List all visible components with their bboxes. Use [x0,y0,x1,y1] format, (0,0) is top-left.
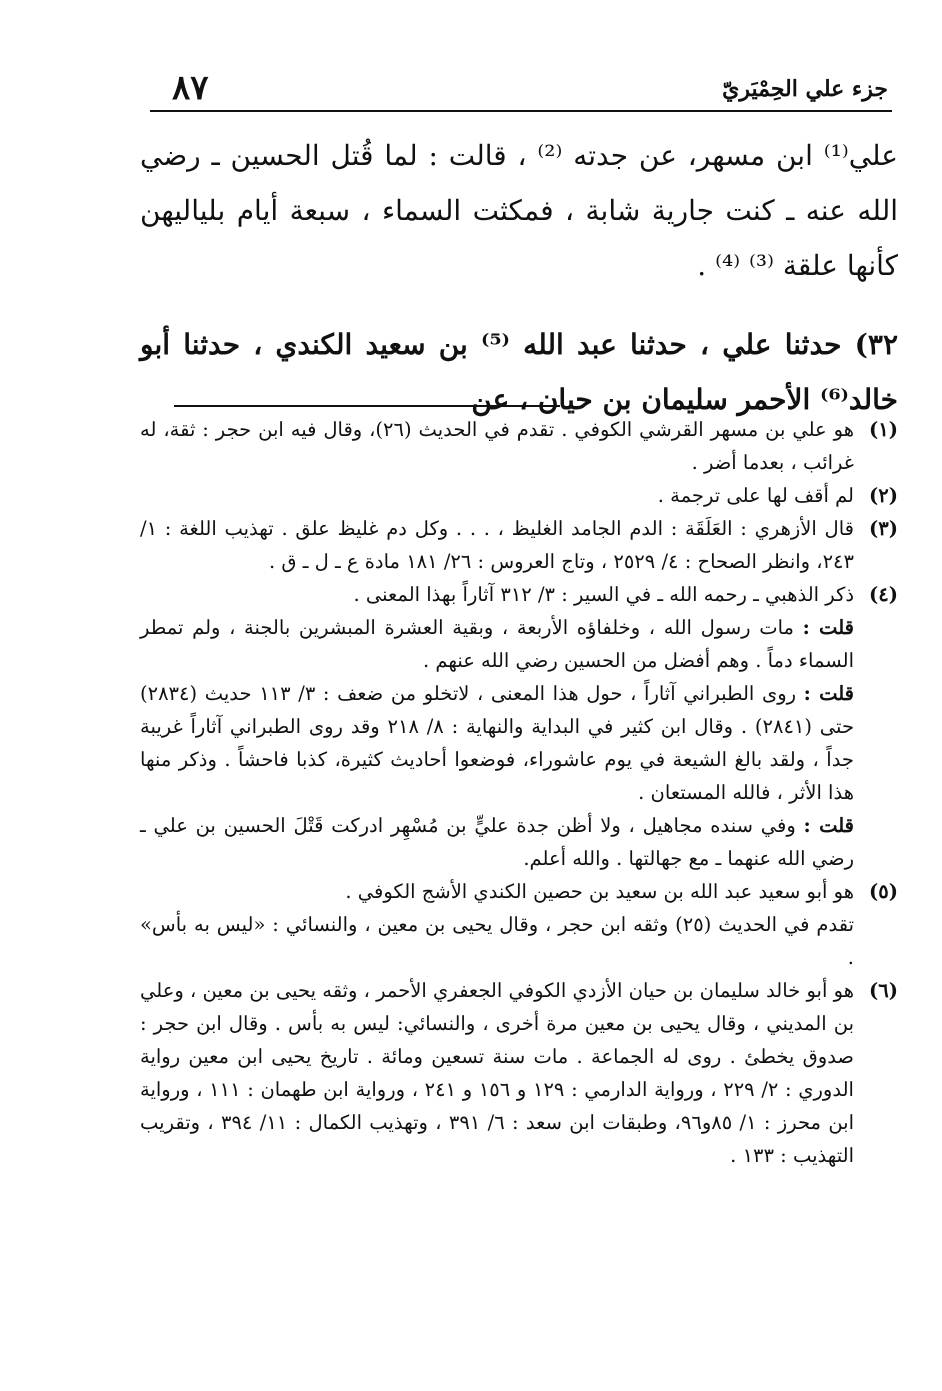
qult-label: قلت : [802,616,854,639]
page-header [150,62,892,112]
qult-label: قلت : [803,814,854,837]
footnote-text: هو أبو سعيد عبد الله بن سعيد بن حصين الكندي الأشج الكوفي . [345,880,854,903]
footnote-text: روى الطبراني آثاراً ، حول هذا المعنى ، لاتخلو من ضعف : ٣/ ١١٣ حديث (٢٨٣٤) حتى (٢٨٤١) . وقال ابن كثير في البداية والنهاية : ٨/ ٢١٨ وقد روى الطبراني آثاراً غريبة جداً ، ولقد بالغ الشيعة في يوم عاشوراء، فوضعوا أحاديث كثيرة، كذبا فاحشاً . وذكر منها هذا الأثر ، فالله المستعان . [140,682,855,804]
footnote-text: مات رسول الله ، وخلفاؤه الأربعة ، وبقية العشرة المبشرين بالجنة ، ولم تمطر السماء دماً . وهم أفضل من الحسين رضي الله عنهم . [140,616,854,672]
footnote-divider [174,405,560,407]
footnote-text: هو علي بن مسهر القرشي الكوفي . تقدم في الحديث (٢٦)، وقال فيه ابن حجر : ثقة، له غرائب ، بعدما أضر . [140,418,854,474]
footnote-4-qult-1 [140,611,898,677]
footnote-1 [140,413,898,479]
footnote-4 [140,578,898,611]
main-paragraph: علي⁽¹⁾ ابن مسهر، عن جدته ⁽²⁾ ، قالت : لما قُتل الحسين ـ رضي الله عنه ـ كنت جارية شابة ، فمكثت السماء ، سبعة أيام بلياليهن كأنها علقة ⁽³⁾ ⁽⁴⁾ . [140,139,899,282]
running-title: جزء علي الحِمْيَريّ [722,76,888,102]
footnote-text: ذكر الذهبي ـ رحمه الله ـ في السير : ٣/ ٣١٢ آثاراً بهذا المعنى . [353,583,854,606]
footnote-number: (٣) [869,517,898,540]
footnote-4-qult-2 [140,677,898,809]
footnote-number: (٢) [869,484,898,507]
footnote-number: (٦) [869,979,898,1002]
footnote-text: قال الأزهري : العَلَقَة : الدم الجامد الغليظ ، . . . وكل دم غليظ علق . تهذيب اللغة : ١/ ٢٤٣، وانظر الصحاح : ٤/ ٢٥٢٩ ، وتاج العروس : ٢٦/ ١٨١ مادة ع ـ ل ـ ق . [140,517,854,573]
footnote-2 [140,479,898,512]
footnote-number: (١) [869,418,898,441]
footnote-text: وفي سنده مجاهيل ، ولا أظن جدة عليٍّ بن مُسْهِر ادركت قَتْلَ الحسين بن علي ـ رضي الله عنهما ـ مع جهالتها . والله أعلم. [140,814,854,870]
footnote-6 [140,974,898,1172]
footnote-5 [140,875,898,908]
footnote-number: (٤) [869,583,898,606]
footnote-3 [140,512,898,578]
qult-label: قلت : [803,682,854,705]
page-number: ٨٧ [172,68,209,108]
main-text [140,128,898,427]
footnote-text: لم أقف لها على ترجمة . [657,484,854,507]
footnote-text: هو أبو خالد سليمان بن حيان الأزدي الكوفي الجعفري الأحمر ، وثقه يحيى بن معين ، وعلي بن المديني ، وقال يحيى بن معين مرة أخرى ، والنسائي: ليس به بأس . وقال ابن حجر : صدوق يخطئ . روى له الجماعة . مات سنة تسعين ومائة . تاريخ يحيى ابن معين رواية الدوري : ٢/ ٢٢٩ ، ورواية الدارمي : ١٢٩ و ١٥٦ و ٢٤١ ، ورواية ابن طهمان : ١١١ ، ورواية ابن محرز : ١/ ٨٥و٩٦، وطبقات ابن سعد : ٦/ ٣٩١ ، وتهذيب الكمال : ١١/ ٣٩٤ ، وتقريب التهذيب : ١٣٣ . [140,979,855,1167]
footnote-number: (٥) [869,880,898,903]
footnote-5-cont [140,908,898,974]
footnotes [140,413,898,1172]
hadith-paragraph: ٣٢) حدثنا علي ، حدثنا عبد الله ⁽⁵⁾ بن سعيد الكندي ، حدثنا أبو خالد⁽⁶⁾ الأحمر سليمان بن حيان ، عن [140,328,898,416]
footnote-text: تقدم في الحديث (٢٥) وثقه ابن حجر ، وقال يحيى بن معين ، والنسائي : «ليس به بأس» . [140,913,854,969]
footnote-4-qult-3 [140,809,898,875]
